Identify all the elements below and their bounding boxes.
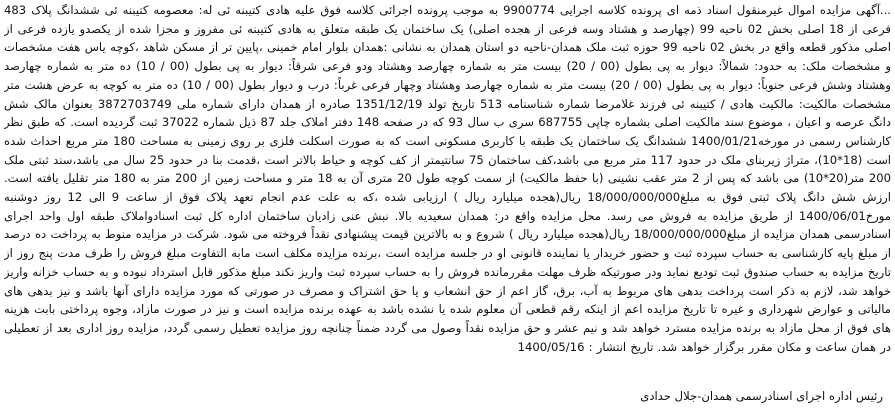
notice-text: ...آگهی مزایده اموال غیرمنقول اسناد ذمه ای پرونده کلاسه اجرایی 9900774 به موجب پرونده اجرائی کلاسه فوق علیه هادی کتیبنه ئی له: معصومه کتیبنه ئی ششدانگ پلاک 483 فرعی از 18 اصلی بخش 02 ناحیه 99 (چهارصد و هشتاد وسه فرعی از هجده اصلی) یک ساختمان یک طبقه متعلق به هادی کتیبنه ئی مفروز و مجزا شده از یکصدو یازده فرعی از اصلی مذکور قطعه واقع در بخش 02 ناحیه 99 حوزه ثبت ملک همدان-ناحیه دو استان همدان به نشانی :همدان بلوار امام خمینی ،پایین تر از مسکن شاهد ،کوچه یاس هفت مشخصات و مشخصات ملک: به حدود: شمالاً: دیوار به پی بطول (00 / 20) بیست متر به شماره چهارصد وهشتاد ودو فرعی شرقاً: دیوار به پی بطول (00 / 10) ده متر به شماره چهارصد وهشتاد وشش فرعی جنوباً: دیوار به پی بطول (00 / 20) بیست متر به شماره چهارصد وهشتاد وچهار فرعی غرباً: درب و دیوار بطول (00 / 10) ده متر به کوچه به عرض هشت متر مشخصات مالکیت: مالکیت هادی / کتیبنه ئی فرزند غلامرضا شماره شناسنامه 513 تاریخ تولد 1351/12/19 صادره از همدان دارای شماره ملی 3872703749 بعنوان مالک شش دانگ عرصه و اعیان ، موضوع سند مالکیت اصلی بشماره چاپی 687755 سری ب سال 93 که در صفحه 148 دفتر املاک جلد 87 ذیل شماره 37022 ثبت گردیده است. که طبق نظر کارشناس رسمی در مورخه1400/01/21 ششدانگ یک ساختمان یک طبقه با کاربری مسکونی است که به صورت اسکلت فلزی بر روی زمینی به مساحت 180 متر مربع احداث شده است (18*10)، متراژ زیربنای ملک در حدود 117 متر مربع می باشد،کف ساختمان 75 سانتیمتر از کف کوچه و حیاط بالاتر است ،قدمت بنا در حدود 25 سال می باشد،سند ثبتی ملک 200 متر(20*10) می باشد که پس از 2 متر عقب نشینی (با حفظ مالکیت) از سمت کوچه طول 20 متری آن به 18 متر و مساحت زمین از 200 متر به 180 متر تقلیل یافته است. ارزش شش دانگ پلاک ثبتی فوق به مبلغ18/000/000/000 ریال(هجده میلیارد ریال ) ارزیابی شده ،که به علت عدم انجام تعهد پلاک فوق از ساعت 9 الی 12 روز دوشنبه مورخ1400/06/01 از طریق مزایده به فروش می رسد. محل مزایده واقع در: همدان سعیدیه بالا. نبش عنی زادیان ساختمان اداره کل ثبت اسنادواملاک طبقه اول واحد اجرای اسنادرسمی همدان مزایده از مبلغ18/000/000/000 ریال(هجده میلیارد ریال ) شروع و به بالاترین قیمت پیشنهادی نقداً فروخته می شود. شرکت در مزایده منوط به پرداخت ده درصد از مبلغ پایه کارشناسی به حساب سپرده ثبت و حضور خریدار یا نماینده قانونی او در جلسه مزایده است ،برنده مزایده مکلف است مابه التفاوت مبلغ فروش را ظرف مدت پنج روز از تاریخ مزایده به حساب صندوق ثبت تودیع نماید ودر صورتیکه ظرف مهلت مقررمانده فروش را به حساب سپرده ثبت واریز نکند مبلغ مذکور قابل استرداد نبوده و به حساب خزانه واریز خواهد شد، لازم به ذکر است پرداخت بدهی های مربوط به آب، برق، گاز اعم از حق انشعاب و یا حق اشتراک و مصرف در صورتی که مورد مزایده دارای آنها باشد و نیز بدهی های مالیاتی و عوارض شهرداری و غیره تا تاریخ مزایده اعم از اینکه رقم قطعی آن معلوم شده یا نشده باشد به عهده برنده مزایده است و نیز در صورت مازاد، وجوه پرداختی بابت هزینه های فوق از محل مازاد به برنده مزایده مسترد خواهد شد و نیم عشر و حق مزایده نقداً وصول می گردد ضمناً چنانچه روز مزایده تعطیل رسمی گردد، مزایده روز اداری بعد از تعطیلی در همان ساعت و مکان مقرر برگزار خواهد شد. تاریخ انتشار : 1400/05/16 xyxy=(4,3,891,354)
notice-signature: رئیس اداره اجرای اسنادرسمی همدان-جلال حدادی xyxy=(640,389,883,403)
auction-notice-body xyxy=(4,1,891,409)
